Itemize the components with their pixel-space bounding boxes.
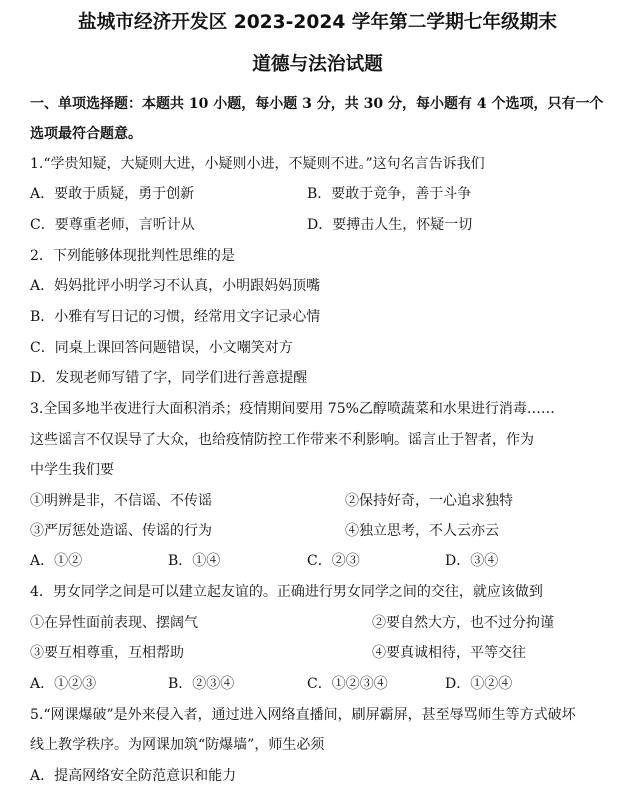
question-5-stem: 5.“网课爆破”是外来侵入者，通过进入网络直播间，刷屏霸屏，甚至辱骂师生等方式破坏 — [30, 707, 576, 723]
question-3-option-c: C．②③ — [307, 553, 360, 569]
question-3-option-a: A．①② — [30, 553, 83, 569]
question-3-statement-3: ③严厉惩处造谣、传谣的行为 — [30, 523, 212, 539]
question-3-stem: 3.全国多地半夜进行大面积消杀；疫情期间要用 75%乙醇喷蔬菜和水果进行消毒…… — [30, 401, 555, 417]
question-2-option-b: B．小雅有写日记的习惯，经常用文字记录心情 — [30, 309, 321, 325]
question-4-option-d: D．①②④ — [445, 676, 513, 692]
question-4-statement-4: ④要真诚相待，平等交往 — [372, 645, 526, 661]
question-3-statement-2: ②保持好奇，一心追求独特 — [345, 493, 513, 509]
question-3-statement-1: ①明辨是非，不信谣、不传谣 — [30, 493, 212, 509]
question-4-option-c: C．①②③④ — [307, 676, 388, 692]
question-1-option-c: C．要尊重老师，言听计从 — [30, 217, 195, 233]
exam-title: 盐城市经济开发区 2023-2024 学年第二学期七年级期末 — [77, 12, 558, 33]
question-3-statement-4: ④独立思考，不人云亦云 — [345, 523, 499, 539]
question-4-option-b: B．②③④ — [168, 676, 235, 692]
question-4-statement-2: ②要自然大方，也不过分拘谨 — [372, 615, 554, 631]
question-1-option-a: A．要敢于质疑，勇于创新 — [30, 186, 195, 202]
question-2-option-d: D．发现老师写错了字，同学们进行善意提醒 — [30, 370, 308, 386]
question-1-option-d: D．要搏击人生，怀疑一切 — [307, 217, 473, 233]
exam-subject-title: 道德与法治试题 — [252, 54, 383, 75]
question-3-stem-line-3: 中学生我们要 — [30, 462, 114, 478]
question-2-stem: 2．下列能够体现批判性思维的是 — [30, 248, 235, 264]
question-3-option-b: B．①④ — [168, 553, 221, 569]
question-1-stem: 1.“学贵知疑，大疑则大进，小疑则小进，不疑则不进。”这句名言告诉我们 — [30, 156, 485, 172]
question-4-option-a: A．①②③ — [30, 676, 97, 692]
question-4-statement-3: ③要互相尊重，互相帮助 — [30, 645, 184, 661]
question-2-option-a: A．妈妈批评小明学习不认真，小明跟妈妈顶嘴 — [30, 278, 321, 294]
question-1-option-b: B．要敢于竞争，善于斗争 — [307, 186, 472, 202]
question-5-stem-line-2: 线上教学秩序。为网课加筑“防爆墙”，师生必须 — [30, 737, 325, 753]
question-3-stem-line-2: 这些谣言不仅误导了大众，也给疫情防控工作带来不利影响。谣言止于智者，作为 — [30, 432, 534, 448]
question-3-option-d: D．③④ — [445, 553, 499, 569]
section-heading: 一、单项选择题：本题共 10 小题，每小题 3 分，共 30 分，每小题有 4 个选项，只有一个 — [30, 96, 604, 112]
question-5-option-a: A．提高网络安全防范意识和能力 — [30, 768, 237, 784]
question-4-statement-1: ①在异性面前表现、摆阔气 — [30, 615, 198, 631]
section-heading-cont: 选项最符合题意。 — [30, 126, 142, 142]
question-2-option-c: C．同桌上课回答问题错误，小文嘲笑对方 — [30, 340, 293, 356]
question-4-stem: 4．男女同学之间是可以建立起友谊的。正确进行男女同学之间的交往，就应该做到 — [30, 584, 543, 600]
